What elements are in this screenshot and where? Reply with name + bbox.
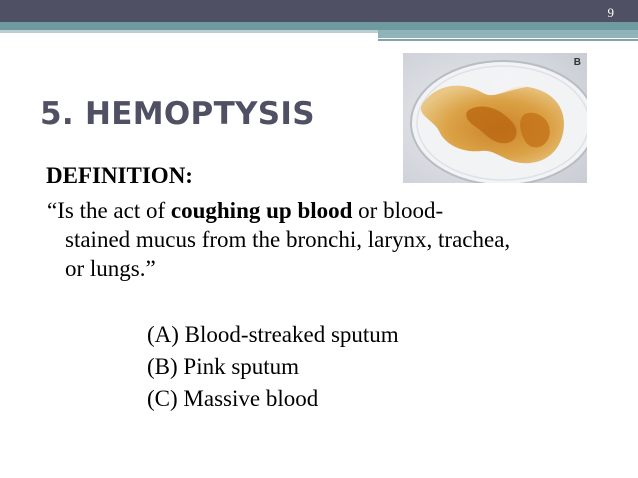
definition-line-3: or lungs.” — [65, 256, 156, 281]
header-accent-bar — [378, 30, 638, 38]
definition-line-1-start: “Is the act of — [47, 198, 171, 223]
hemoptysis-types-list — [147, 319, 399, 415]
header-bar — [0, 0, 638, 22]
header-accent-line — [378, 39, 638, 41]
photo-label: B — [573, 57, 581, 68]
list-item: (A) Blood-streaked sputum — [147, 322, 399, 347]
petri-dish-image — [403, 53, 587, 183]
list-item: (B) Pink sputum — [147, 354, 300, 379]
sputum-photo — [403, 53, 587, 183]
page-number: 9 — [607, 5, 614, 20]
definition-line-1 — [47, 196, 607, 225]
definition-emphasis: coughing up blood — [170, 198, 353, 223]
header-stripe — [0, 22, 638, 30]
definition-line-1-end: or blood- — [352, 198, 444, 223]
slide-title: 5. HEMOPTYSIS — [40, 96, 315, 132]
definition-text — [47, 196, 607, 283]
definition-heading: DEFINITION: — [46, 163, 193, 188]
definition-line-2: stained mucus from the bronchi, larynx, trachea, — [65, 227, 511, 252]
list-item: (C) Massive blood — [147, 386, 319, 411]
